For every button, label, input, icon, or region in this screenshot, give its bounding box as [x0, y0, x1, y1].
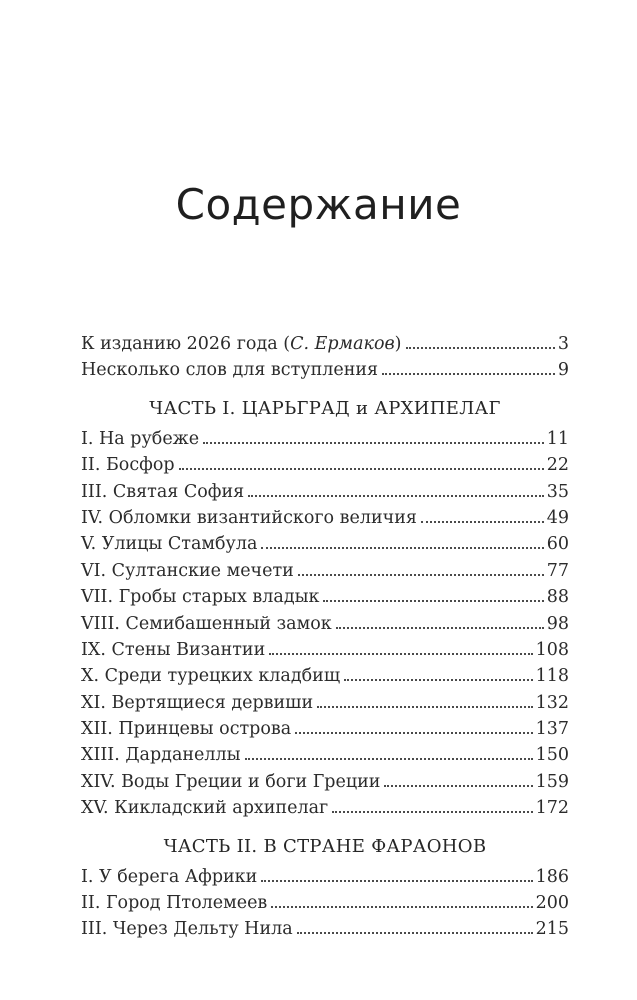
toc-entry-page: 9 [557, 360, 569, 381]
toc-entry-page: 186 [535, 866, 569, 887]
dot-leader [382, 373, 555, 375]
toc-entry [81, 587, 569, 613]
dot-leader [295, 732, 532, 734]
toc-entry [81, 455, 569, 481]
dot-leader [203, 442, 544, 444]
toc-entry-page: 118 [535, 666, 569, 687]
toc-entry-page: 132 [535, 692, 569, 713]
dot-leader [261, 547, 543, 549]
toc-entry-label: I. На рубеже [81, 428, 200, 449]
toc-entry [81, 798, 569, 824]
toc-entry [81, 508, 569, 534]
toc-entry-label: IX. Стены Византии [81, 639, 266, 660]
section-entries [81, 867, 569, 946]
toc-entry-label: XII. Принцевы острова [81, 719, 292, 740]
page-title: Содержание [175, 180, 462, 229]
toc-entry-label: I. У берега Африки [81, 866, 258, 887]
toc-entry [81, 893, 569, 919]
toc-entry-page: 49 [546, 507, 569, 528]
toc-entry [81, 693, 569, 719]
dot-leader [384, 785, 532, 787]
toc-entry-page: 200 [535, 893, 569, 914]
toc-entry [81, 919, 569, 945]
toc-entry-page: 3 [557, 334, 569, 354]
toc-entry-label: К изданию 2026 года (С. Ермаков) [81, 334, 402, 354]
toc-entry [81, 561, 569, 587]
toc-entry-label: XI. Вертящиеся дервиши [81, 692, 314, 713]
toc-entry-page: 35 [546, 481, 569, 502]
toc-entry-label: VI. Султанские мечети [81, 560, 294, 581]
toc-entry-page: 11 [546, 428, 569, 449]
dot-leader [297, 932, 533, 934]
toc-section [81, 396, 569, 825]
dot-leader [245, 758, 533, 760]
table-of-contents [81, 334, 569, 946]
toc-entry-page: 98 [546, 613, 569, 634]
dot-leader [406, 347, 555, 349]
toc-entry-label: II. Город Птолемеев [81, 893, 268, 914]
toc-entry-label: III. Через Дельту Нила [81, 919, 293, 940]
toc-entry-page: 77 [546, 560, 569, 581]
toc-entry [81, 867, 569, 893]
section-heading: ЧАСТЬ II. В СТРАНЕ ФАРАОНОВ [163, 835, 487, 857]
toc-entry [81, 719, 569, 745]
toc-entry [81, 745, 569, 771]
toc-entry-page: 150 [535, 745, 569, 766]
toc-entry-page: 60 [546, 534, 569, 555]
dot-leader [269, 653, 532, 655]
front-matter-list [81, 334, 569, 387]
section-heading: ЧАСТЬ I. ЦАРЬГРАД и АРХИПЕЛАГ [149, 397, 501, 419]
toc-entry [81, 360, 569, 386]
dot-leader [261, 880, 532, 882]
toc-section [81, 834, 569, 946]
toc-entry [81, 429, 569, 455]
toc-entry [81, 772, 569, 798]
dot-leader [298, 574, 544, 576]
toc-entry-label: XIII. Дарданеллы [81, 745, 241, 766]
toc-entry-page: 108 [535, 639, 569, 660]
toc-entry [81, 640, 569, 666]
toc-entry [81, 666, 569, 692]
toc-entry-label: VII. Гробы старых владык [81, 587, 320, 608]
toc-entry-page: 215 [535, 919, 569, 940]
toc-entry-label: II. Босфор [81, 455, 175, 476]
dot-leader [271, 906, 532, 908]
toc-entry [81, 614, 569, 640]
toc-entry-page: 137 [535, 719, 569, 740]
toc-entry-label: III. Святая София [81, 481, 245, 502]
toc-entry-label: X. Среди турецких кладбищ [81, 666, 341, 687]
toc-entry-page: 22 [546, 455, 569, 476]
toc-entry-page: 88 [546, 587, 569, 608]
toc-entry-page: 172 [535, 798, 569, 819]
dot-leader [344, 679, 533, 681]
toc-entry-label: IV. Обломки византийского величия [81, 507, 417, 528]
toc-entry-label: Несколько слов для вступления [81, 360, 379, 381]
section-entries [81, 429, 569, 825]
toc-entry-label: VIII. Семибашенный замок [81, 613, 332, 634]
toc-entry [81, 334, 569, 360]
toc-entry-label: V. Улицы Стамбула [81, 534, 258, 555]
dot-leader [179, 468, 544, 470]
toc-entry [81, 482, 569, 508]
toc-entry-label: XV. Кикладский архипелаг [81, 798, 329, 819]
dot-leader [248, 495, 544, 497]
sections-list [81, 396, 569, 946]
dot-leader [323, 600, 543, 602]
dot-leader [317, 706, 532, 708]
toc-entry-label: XIV. Воды Греции и боги Греции [81, 771, 381, 792]
toc-entry-page: 159 [535, 771, 569, 792]
toc-entry [81, 534, 569, 560]
dot-leader [421, 521, 544, 523]
dot-leader [336, 627, 544, 629]
dot-leader [332, 811, 532, 813]
